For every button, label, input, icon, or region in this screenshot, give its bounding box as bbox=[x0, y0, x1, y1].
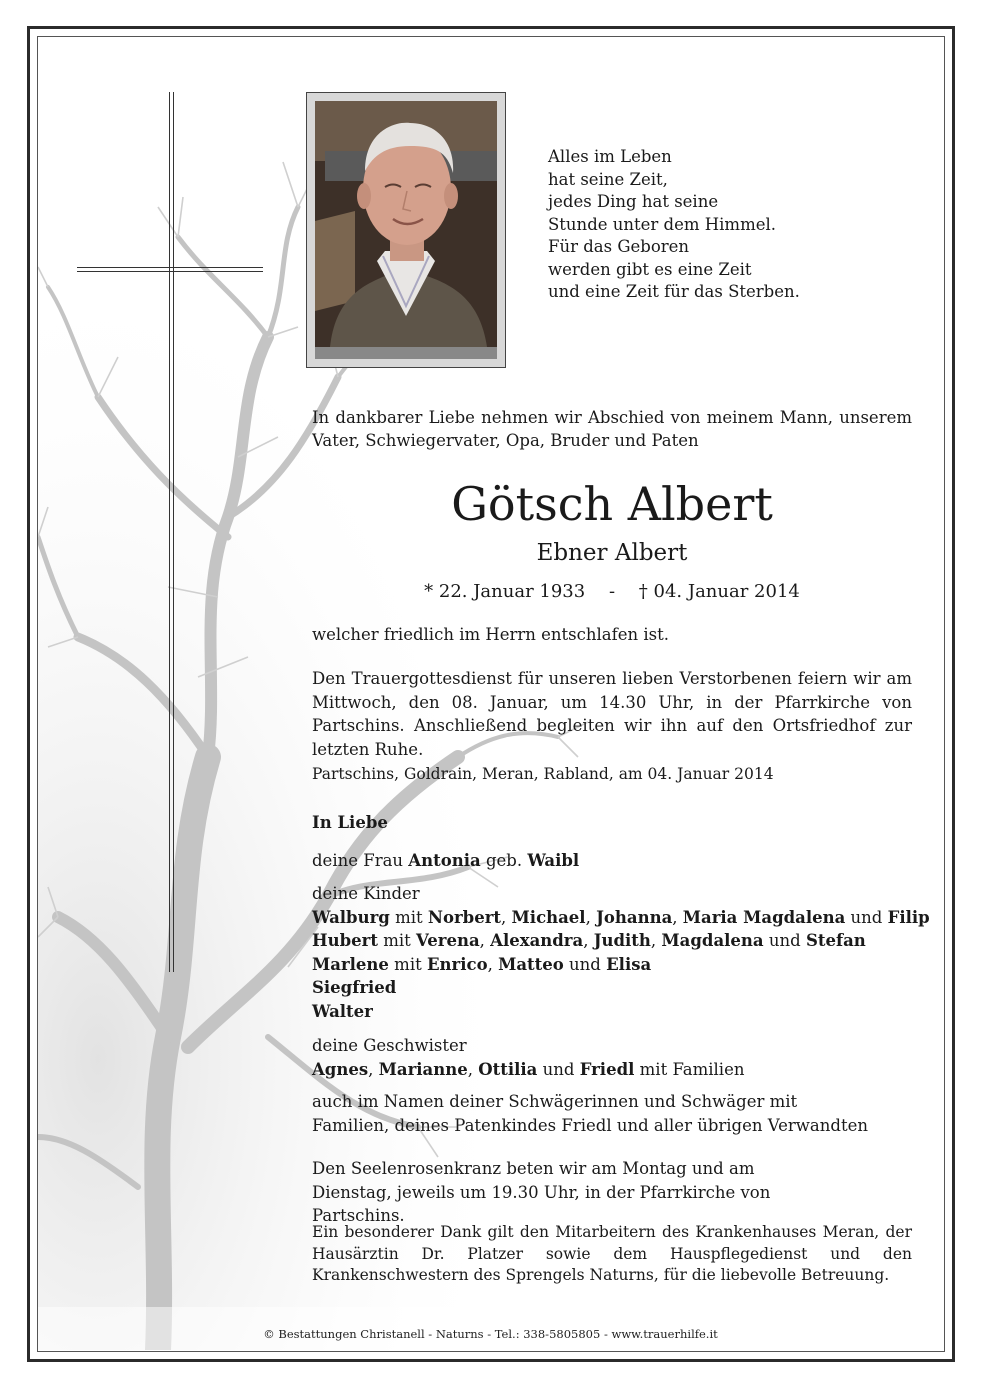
deceased-name: Götsch Albert bbox=[451, 477, 773, 531]
portrait-frame bbox=[306, 92, 506, 368]
wife-line bbox=[312, 849, 912, 873]
children-line-2: Hubert mit Verena, Alexandra, Judith, Magdalena und Stefan bbox=[312, 931, 866, 950]
peaceful-text: welcher friedlich im Herrn entschlafen ist. bbox=[312, 625, 669, 644]
wife-geb: geb. bbox=[485, 851, 523, 870]
poem-line: hat seine Zeit, bbox=[548, 169, 668, 189]
life-dates bbox=[312, 579, 912, 605]
child-name: Maria Magdalena bbox=[682, 907, 846, 927]
thanks-text: Ein besonderer Dank gilt den Mitarbeitern des Krankenhauses Meran, der Hausärztin Dr. Platzer sowie dem Hauspflegedienst und den Krankenschwestern des Sprengels Naturns, für die liebevolle Betreuung. bbox=[312, 1223, 912, 1284]
place-date: Partschins, Goldrain, Meran, Rabland, am 04. Januar 2014 bbox=[312, 765, 774, 783]
child-name: Verena bbox=[416, 931, 480, 950]
poem-line: Alles im Leben bbox=[548, 147, 672, 166]
in-liebe-heading: In Liebe bbox=[312, 813, 388, 832]
poem bbox=[548, 146, 800, 304]
death-date: † 04. Januar 2014 bbox=[638, 581, 800, 602]
child-name: Walburg bbox=[312, 907, 390, 927]
child-name: Norbert bbox=[427, 907, 502, 927]
intro-text: In dankbarer Liebe nehmen wir Abschied von meinem Mann, unserem Vater, Schwiegervater, Opa, Bruder und Paten bbox=[312, 408, 912, 450]
connector: und bbox=[768, 931, 801, 950]
siblings-line: Agnes, Marianne, Ottilia und Friedl mit Familien bbox=[312, 1059, 745, 1079]
connector: mit bbox=[394, 954, 422, 974]
connector: mit bbox=[395, 907, 423, 927]
siblings-block bbox=[312, 1034, 912, 1081]
poem-line: werden gibt es eine Zeit bbox=[548, 259, 752, 279]
connector: mit Familien bbox=[639, 1059, 745, 1079]
deceased-alias: Ebner Albert bbox=[536, 540, 688, 566]
sibling-name: Friedl bbox=[579, 1059, 635, 1079]
siblings-label: deine Geschwister bbox=[312, 1036, 467, 1055]
child-name: Hubert bbox=[312, 931, 378, 950]
children-label: deine Kinder bbox=[312, 884, 420, 903]
child-name: Johanna bbox=[596, 907, 673, 927]
date-separator: - bbox=[608, 581, 616, 602]
funeral-text: Den Trauergottesdienst für unseren lieben Verstorbenen feiern wir am Mittwoch, den 08. Januar, um 14.30 Uhr, in der Pfarrkirche von Partschins. Anschließend begleiten wir ihn auf den Ortsfriedhof zur letzten Ruhe. bbox=[312, 669, 912, 759]
footer-credit: © Bestattungen Christanell - Naturns - Tel.: 338-5805805 - www.trauerhilfe.it bbox=[263, 1327, 718, 1341]
sibling-name: Agnes bbox=[312, 1059, 369, 1079]
wife-maiden-name: Waibl bbox=[527, 851, 580, 870]
wife-prefix: deine Frau bbox=[312, 851, 404, 870]
relatives-text: auch im Namen deiner Schwägerinnen und Schwäger mit Familien, deines Patenkindes Friedl und aller übrigen Verwandten bbox=[312, 1092, 868, 1135]
children-line-1: Walburg mit Norbert, Michael, Johanna, Maria Magdalena und Filip bbox=[312, 907, 930, 927]
sibling-name: Marianne bbox=[378, 1059, 468, 1079]
child-name: Judith bbox=[593, 931, 651, 950]
birth-date: * 22. Januar 1933 bbox=[424, 581, 586, 602]
children-line-5: Walter bbox=[312, 1001, 373, 1021]
child-name: Stefan bbox=[805, 931, 866, 950]
children-line-4: Siegfried bbox=[312, 978, 397, 997]
portrait-photo bbox=[315, 101, 497, 347]
child-name: Matteo bbox=[498, 954, 564, 974]
child-name: Marlene bbox=[312, 954, 389, 974]
rosary-text: Den Seelenrosenkranz beten wir am Montag und am Dienstag, jeweils um 19.30 Uhr, in der Pfarrkirche von Partschins. bbox=[312, 1159, 771, 1225]
connector: und bbox=[542, 1059, 575, 1079]
child-name: Filip bbox=[887, 907, 930, 927]
child-name: Alexandra bbox=[490, 931, 584, 950]
child-name: Magdalena bbox=[661, 931, 764, 950]
children-block bbox=[312, 882, 930, 1023]
child-name: Enrico bbox=[426, 954, 488, 974]
poem-line: und eine Zeit für das Sterben. bbox=[548, 282, 800, 301]
child-name: Michael bbox=[511, 907, 586, 927]
connector: und bbox=[569, 954, 601, 974]
poem-line: Stunde unter dem Himmel. bbox=[548, 214, 777, 234]
sibling-name: Ottilia bbox=[478, 1059, 538, 1079]
child-name: Elisa bbox=[606, 954, 652, 974]
connector: und bbox=[850, 907, 883, 927]
poem-line: Für das Geboren bbox=[548, 237, 690, 256]
poem-line: jedes Ding hat seine bbox=[548, 192, 719, 211]
connector: mit bbox=[383, 931, 411, 950]
wife-name: Antonia bbox=[408, 851, 481, 870]
children-line-3: Marlene mit Enrico, Matteo und Elisa bbox=[312, 954, 652, 974]
